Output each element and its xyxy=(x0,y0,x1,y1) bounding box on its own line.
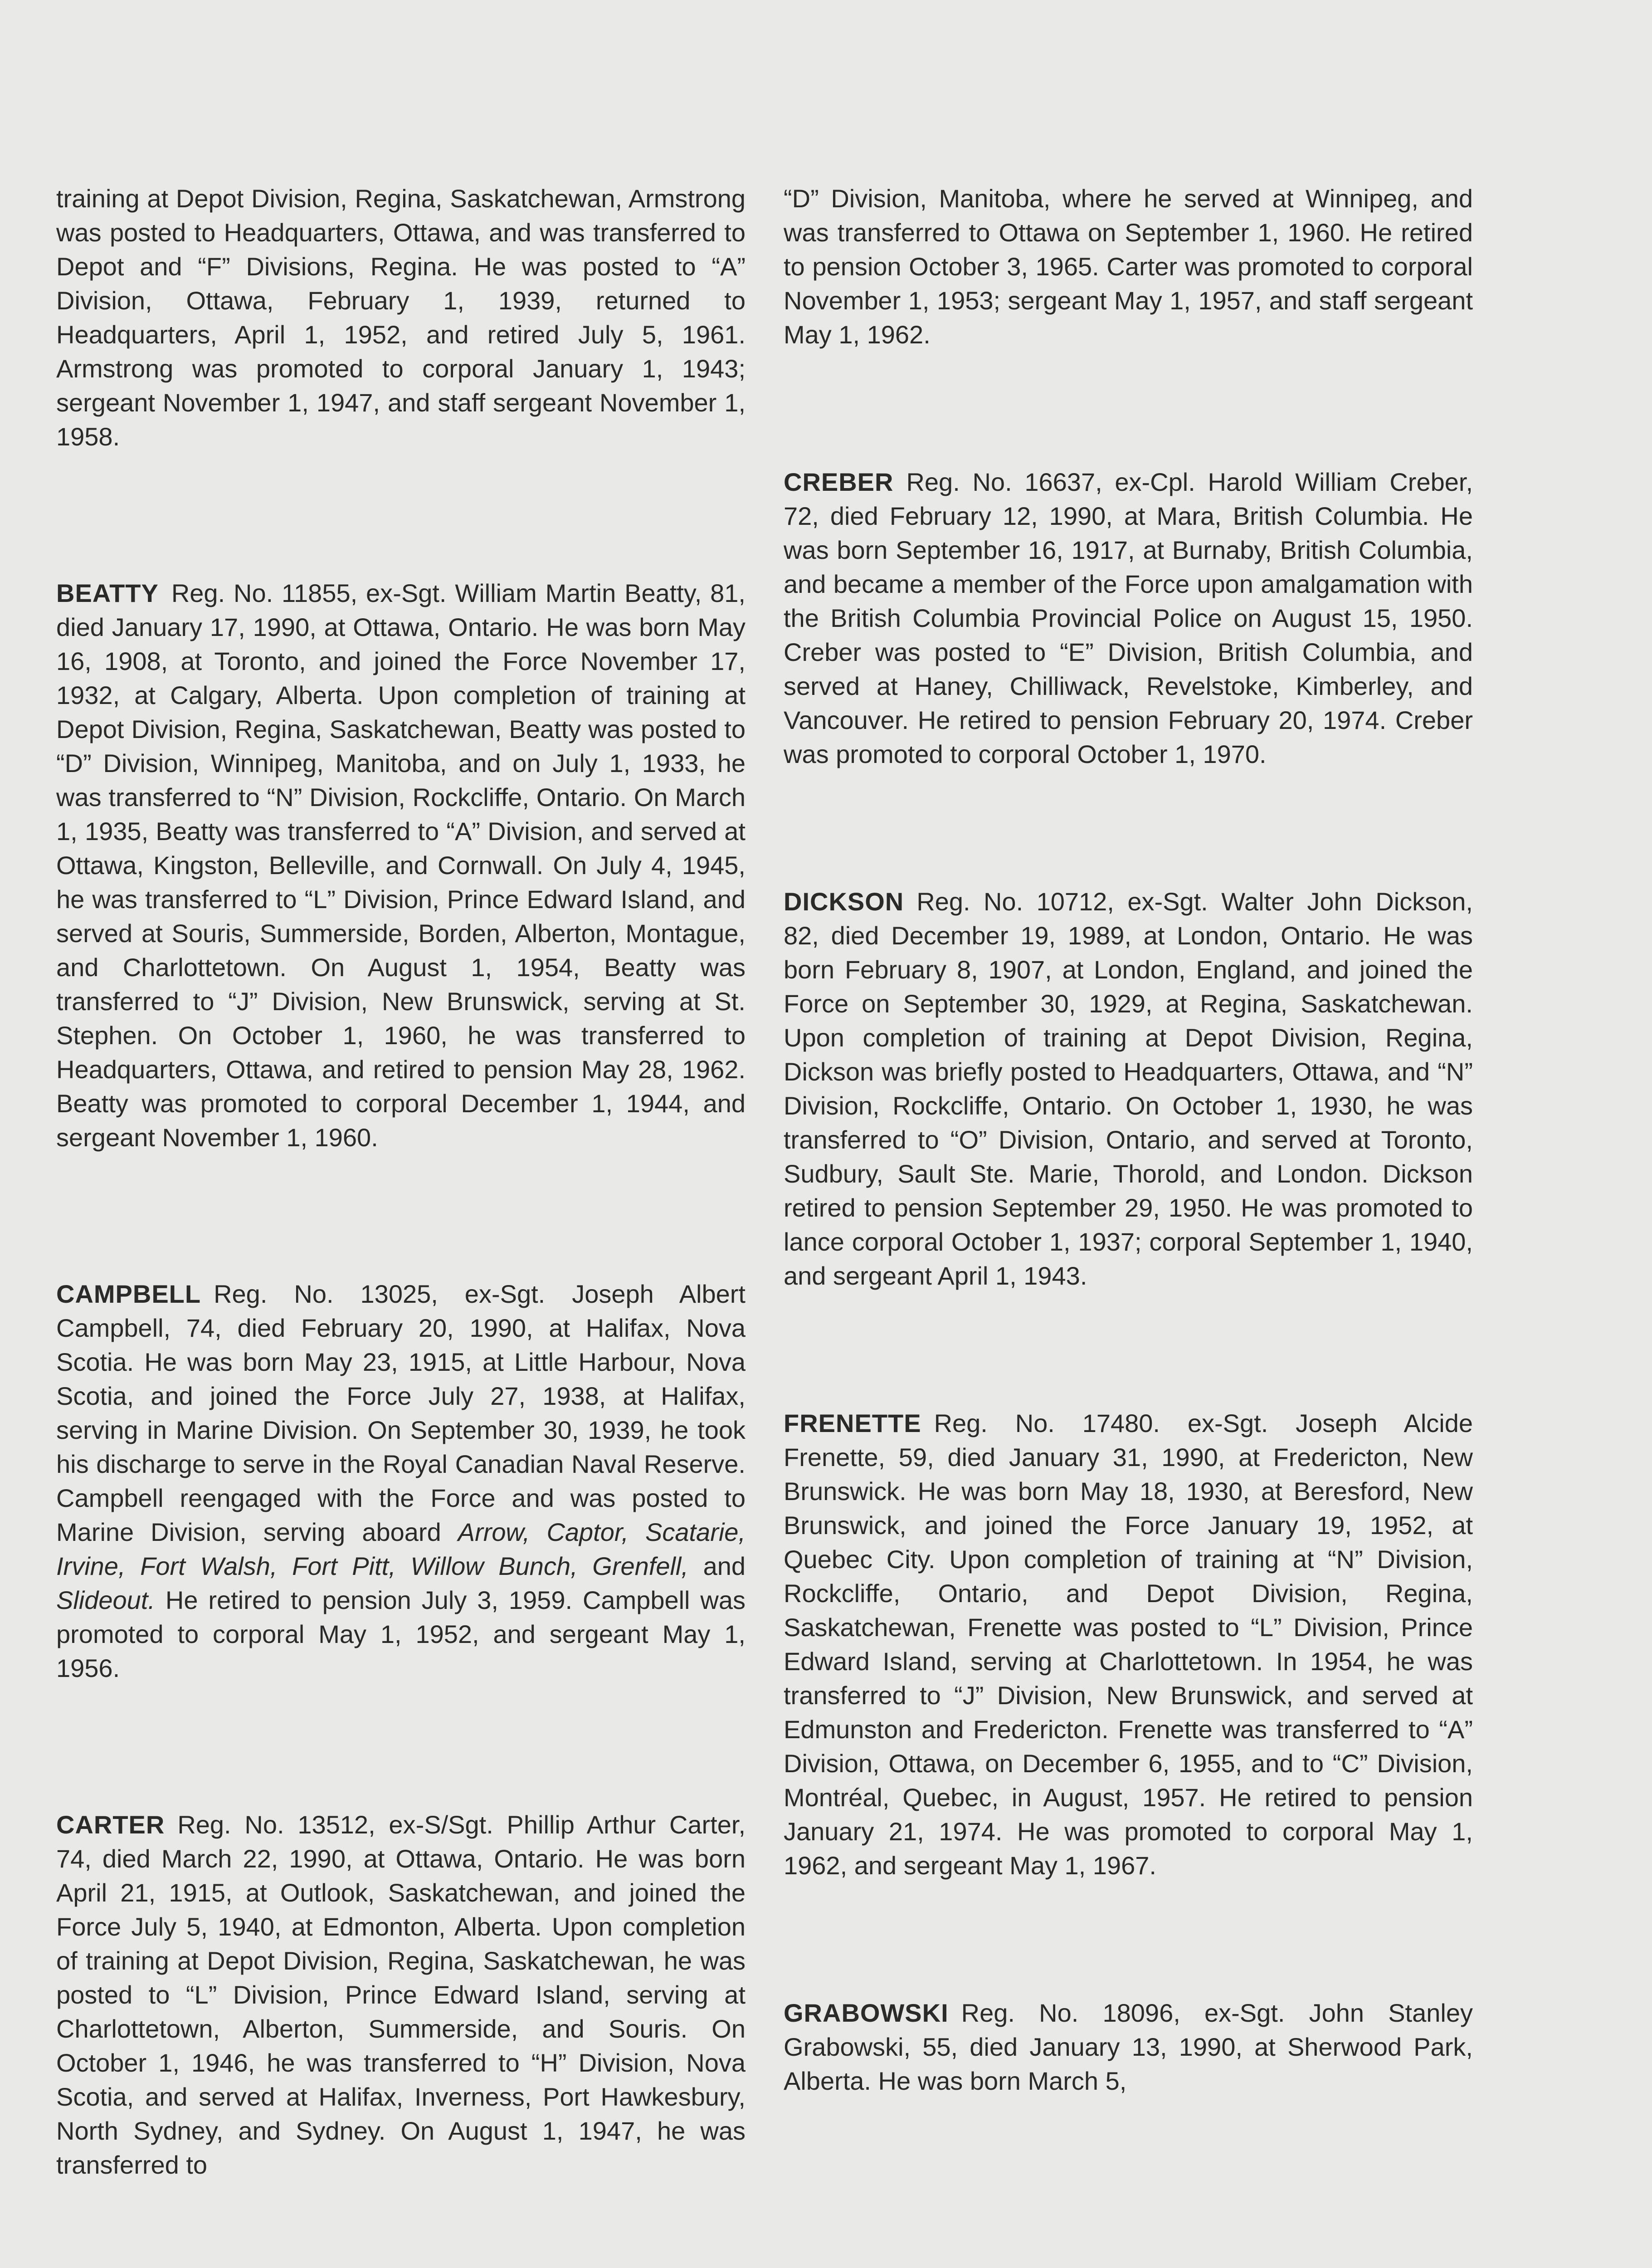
entry-name: CAMPBELL xyxy=(56,1280,201,1308)
entry-name: DICKSON xyxy=(784,887,904,916)
entry-text-end: He retired to pension July 3, 1959. Campbell was promoted to corporal May 1, 1952, and sergeant May 1, 1956. xyxy=(56,1586,746,1682)
obituary-entry-frenette xyxy=(784,1406,1473,1882)
obituary-entry-dickson xyxy=(784,885,1473,1293)
entry-text: Reg. No. 16637, ex-Cpl. Harold William Creber, 72, died February 12, 1990, at Mara, British Columbia. He was born September 16, 1917, at Burnaby, British Columbia, and became a member of the Force upon amalgamation with the British Columbia Provincial Police on August 15, 1950. Creber was posted to “E” Division, British Columbia, and served at Haney, Chilliwack, Revelstoke, Kimberley, and Vancouver. He retired to pension February 20, 1974. Creber was promoted to corporal October 1, 1970. xyxy=(784,468,1473,768)
ship-name-last: Slideout. xyxy=(56,1586,155,1614)
continuation-paragraph: training at Depot Division, Regina, Saskatchewan, Armstrong was posted to Headquarters, Ottawa, and was transferred to Depot and “F” Divisions, Regina. He was posted to “A” Division, Ottawa, February 1, 1939, returned to Headquarters, April 1, 1952, and retired July 5, 1961. Armstrong was promoted to corporal January 1, 1943; sergeant November 1, 1947, and staff sergeant November 1, 1958. xyxy=(56,184,746,451)
obituary-entry-beatty xyxy=(56,576,746,1154)
ship-names: Arrow, Captor, Scatarie, Irvine, Fort Walsh, Fort Pitt, Willow Bunch, Grenfell, xyxy=(56,1518,746,1580)
entry-name: CREBER xyxy=(784,468,894,496)
obituary-entry-campbell xyxy=(56,1277,746,1685)
entry-name: GRABOWSKI xyxy=(784,1999,949,2027)
entry-text: Reg. No. 13025, ex-Sgt. Joseph Albert Campbell, 74, died February 20, 1990, at Halifax, Nova Scotia. He was born May 23, 1915, at Little Harbour, Nova Scotia, and joined the Force July 27, 1938, at Halifax, serving in Marine Division. On September 30, 1939, he took his discharge to serve in the Royal Canadian Naval Reserve. Campbell reengaged with the Force and was posted to Marine Division, serving aboard xyxy=(56,1280,746,1546)
entry-name: BEATTY xyxy=(56,579,159,607)
entry-text: Reg. No. 13512, ex-S/Sgt. Phillip Arthur Carter, 74, died March 22, 1990, at Ottawa, Ontario. He was born April 21, 1915, at Outlook, Saskatchewan, and joined the Force July 5, 1940, at Edmonton, Alberta. Upon completion of training at Depot Division, Regina, Saskatchewan, he was posted to “L” Division, Prince Edward Island, serving at Charlottetown, Alberton, Summerside, and Souris. On October 1, 1946, he was transferred to “H” Division, Nova Scotia, and served at Halifax, Inverness, Port Hawkesbury, North Sydney, and Sydney. On August 1, 1947, he was transferred to xyxy=(56,1810,746,2179)
entry-name: CARTER xyxy=(56,1810,165,1839)
obituary-entry-grabowski xyxy=(784,1996,1473,2098)
entry-text: Reg. No. 10712, ex-Sgt. Walter John Dickson, 82, died December 19, 1989, at London, Ontario. He was born February 8, 1907, at London, England, and joined the Force on September 30, 1929, at Regina, Saskatchewan. Upon completion of training at Depot Division, Regina, Dickson was briefly posted to Headquarters, Ottawa, and “N” Division, Rockcliffe, Ontario. On October 1, 1930, he was transferred to “O” Division, Ontario, and served at Toronto, Sudbury, Sault Ste. Marie, Thorold, and London. Dickson retired to pension September 29, 1950. He was promoted to lance corporal October 1, 1937; corporal September 1, 1940, and sergeant April 1, 1943. xyxy=(784,887,1473,1290)
left-column xyxy=(56,181,746,2182)
right-column xyxy=(784,181,1473,2098)
entry-text-join: and xyxy=(703,1552,746,1580)
entry-text: Reg. No. 11855, ex-Sgt. William Martin Beatty, 81, died January 17, 1990, at Ottawa, Ontario. He was born May 16, 1908, at Toronto, and joined the Force November 17, 1932, at Calgary, Alberta. Upon completion of training at Depot Division, Regina, Saskatchewan, Beatty was posted to “D” Division, Winnipeg, Manitoba, and on July 1, 1933, he was transferred to “N” Division, Rockcliffe, Ontario. On March 1, 1935, Beatty was transferred to “A” Division, and served at Ottawa, Kingston, Belleville, and Cornwall. On July 4, 1945, he was transferred to “L” Division, Prince Edward Island, and served at Souris, Summerside, Borden, Alberton, Montague, and Charlottetown. On August 1, 1954, Beatty was transferred to “J” Division, New Brunswick, serving at St. Stephen. On October 1, 1960, he was transferred to Headquarters, Ottawa, and retired to pension May 28, 1962. Beatty was promoted to corporal December 1, 1944, and sergeant November 1, 1960. xyxy=(56,579,746,1152)
carter-continued-paragraph: “D” Division, Manitoba, where he served at Winnipeg, and was transferred to Ottawa on September 1, 1960. He retired to pension October 3, 1965. Carter was promoted to corporal November 1, 1953; sergeant May 1, 1957, and staff sergeant May 1, 1962. xyxy=(784,184,1473,349)
obituary-entry-carter xyxy=(56,1808,746,2182)
entry-text: Reg. No. 17480. ex-Sgt. Joseph Alcide Frenette, 59, died January 31, 1990, at Fredericton, New Brunswick. He was born May 18, 1930, at Beresford, New Brunswick, and joined the Force January 19, 1952, at Quebec City. Upon completion of training at “N” Division, Rockcliffe, Ontario, and Depot Division, Regina, Saskatchewan, Frenette was posted to “L” Division, Prince Edward Island, serving at Charlottetown. In 1954, he was transferred to “J” Division, New Brunswick, and served at Edmunston and Fredericton. Frenette was transferred to “A” Division, Ottawa, on December 6, 1955, and to “C” Division, Montréal, Quebec, in August, 1957. He retired to pension January 21, 1974. He was promoted to corporal May 1, 1962, and sergeant May 1, 1967. xyxy=(784,1409,1473,1880)
obituary-entry-creber xyxy=(784,465,1473,771)
entry-name: FRENETTE xyxy=(784,1409,921,1437)
entry-text: Reg. No. 18096, ex-Sgt. John Stanley Grabowski, 55, died January 13, 1990, at Sherwood Park, Alberta. He was born March 5, xyxy=(784,1999,1473,2095)
